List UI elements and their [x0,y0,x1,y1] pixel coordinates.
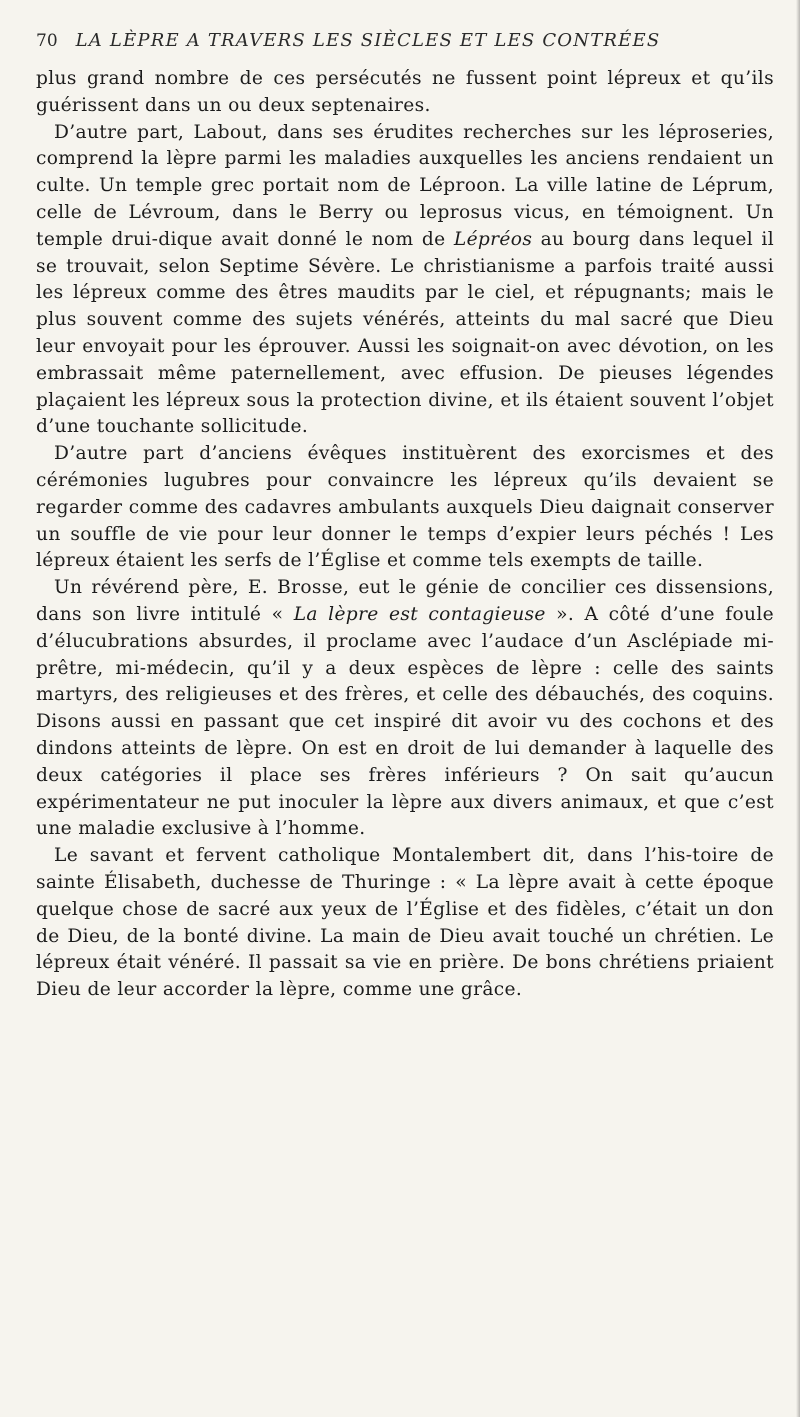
paragraph-text: D’autre part d’anciens évêques instituèrent des exorcismes et des cérémonies lugubres pour convaincre les lépreux qu’ils devaient se regarder comme des cadavres ambulants auxquels Dieu daignait conserver un souffle de vie pour leur donner le temps d’expier leurs péchés ! Les lépreux étaient les serfs de l’Église et comme tels exempts de taille. [36,443,774,572]
paragraph-text: au bourg dans lequel il se trouvait, selon Septime Sévère. Le christianisme a parfois traité aussi les lépreux comme des êtres maudits par le ciel, et répugnants; mais le plus souvent comme des sujets vénérés, atteints du mal sacré que Dieu leur envoyait pour les éprouver. Aussi les soignait-on avec dévotion, on les embrassait même paternellement, avec effusion. De pieuses légendes plaçaient les lépreux sous la protection divine, et ils étaient souvent l’objet d’une touchante sollicitude. [36,228,774,438]
running-title: LA LÈPRE A TRAVERS LES SIÈCLES ET LES CONTRÉES [75,30,661,51]
running-head [36,30,774,66]
paragraph-text: plus grand nombre de ces persécutés ne fussent point lépreux et qu’ils guérissent dans un ou deux septenaires. [36,68,774,116]
paragraph [36,843,774,1004]
paragraph [36,66,774,120]
italic-text: La lèpre est contagieuse [293,603,546,625]
page-edge-shadow [796,0,800,1417]
paragraph [36,120,774,442]
paragraph [36,575,774,843]
body-text [36,66,774,1004]
paragraph-text: ». A côté d’une foule d’élucubrations absurdes, il proclame avec l’audace d’un Asclépiade mi-prêtre, mi-médecin, qu’il y a deux espèces de lèpre : celle des saints martyrs, des religieuses et des frères, et celle des débauchés, des coquins. Disons aussi en passant que cet inspiré dit avoir vu des cochons et des dindons atteints de lèpre. On est en droit de lui demander à laquelle des deux catégories il place ses frères inférieurs ? On sait qu’aucun expérimentateur ne put inoculer la lèpre aux divers animaux, et que c’est une maladie exclusive à l’homme. [36,603,775,840]
paragraph [36,441,774,575]
paragraph-text: Un révérend père, E. Brosse, eut le génie de concilier ces dissensions, dans son livre intitulé « [36,577,774,625]
italic-text: Lépréos [453,228,533,250]
page-number: 70 [36,31,58,51]
paragraph-text: D’autre part, Labout, dans ses érudites recherches sur les léproseries, comprend la lèpre parmi les maladies auxquelles les anciens rendaient un culte. Un temple grec portait nom de Léproon. La ville latine de Léprum, celle de Lévroum, dans le Berry ou leprosus vicus, en témoignent. Un temple drui-dique avait donné le nom de [36,121,774,250]
book-page [36,30,774,1004]
paragraph-text: Le savant et fervent catholique Montalembert dit, dans l’his-toire de sainte Élisabeth, duchesse de Thuringe : « La lèpre avait à cette époque quelque chose de sacré aux yeux de l’Église et des fidèles, c’était un don de Dieu, de la bonté divine. La main de Dieu avait touché un chrétien. Le lépreux était vénéré. Il passait sa vie en prière. De bons chrétiens priaient Dieu de leur accorder la lèpre, comme une grâce. [36,845,774,1001]
